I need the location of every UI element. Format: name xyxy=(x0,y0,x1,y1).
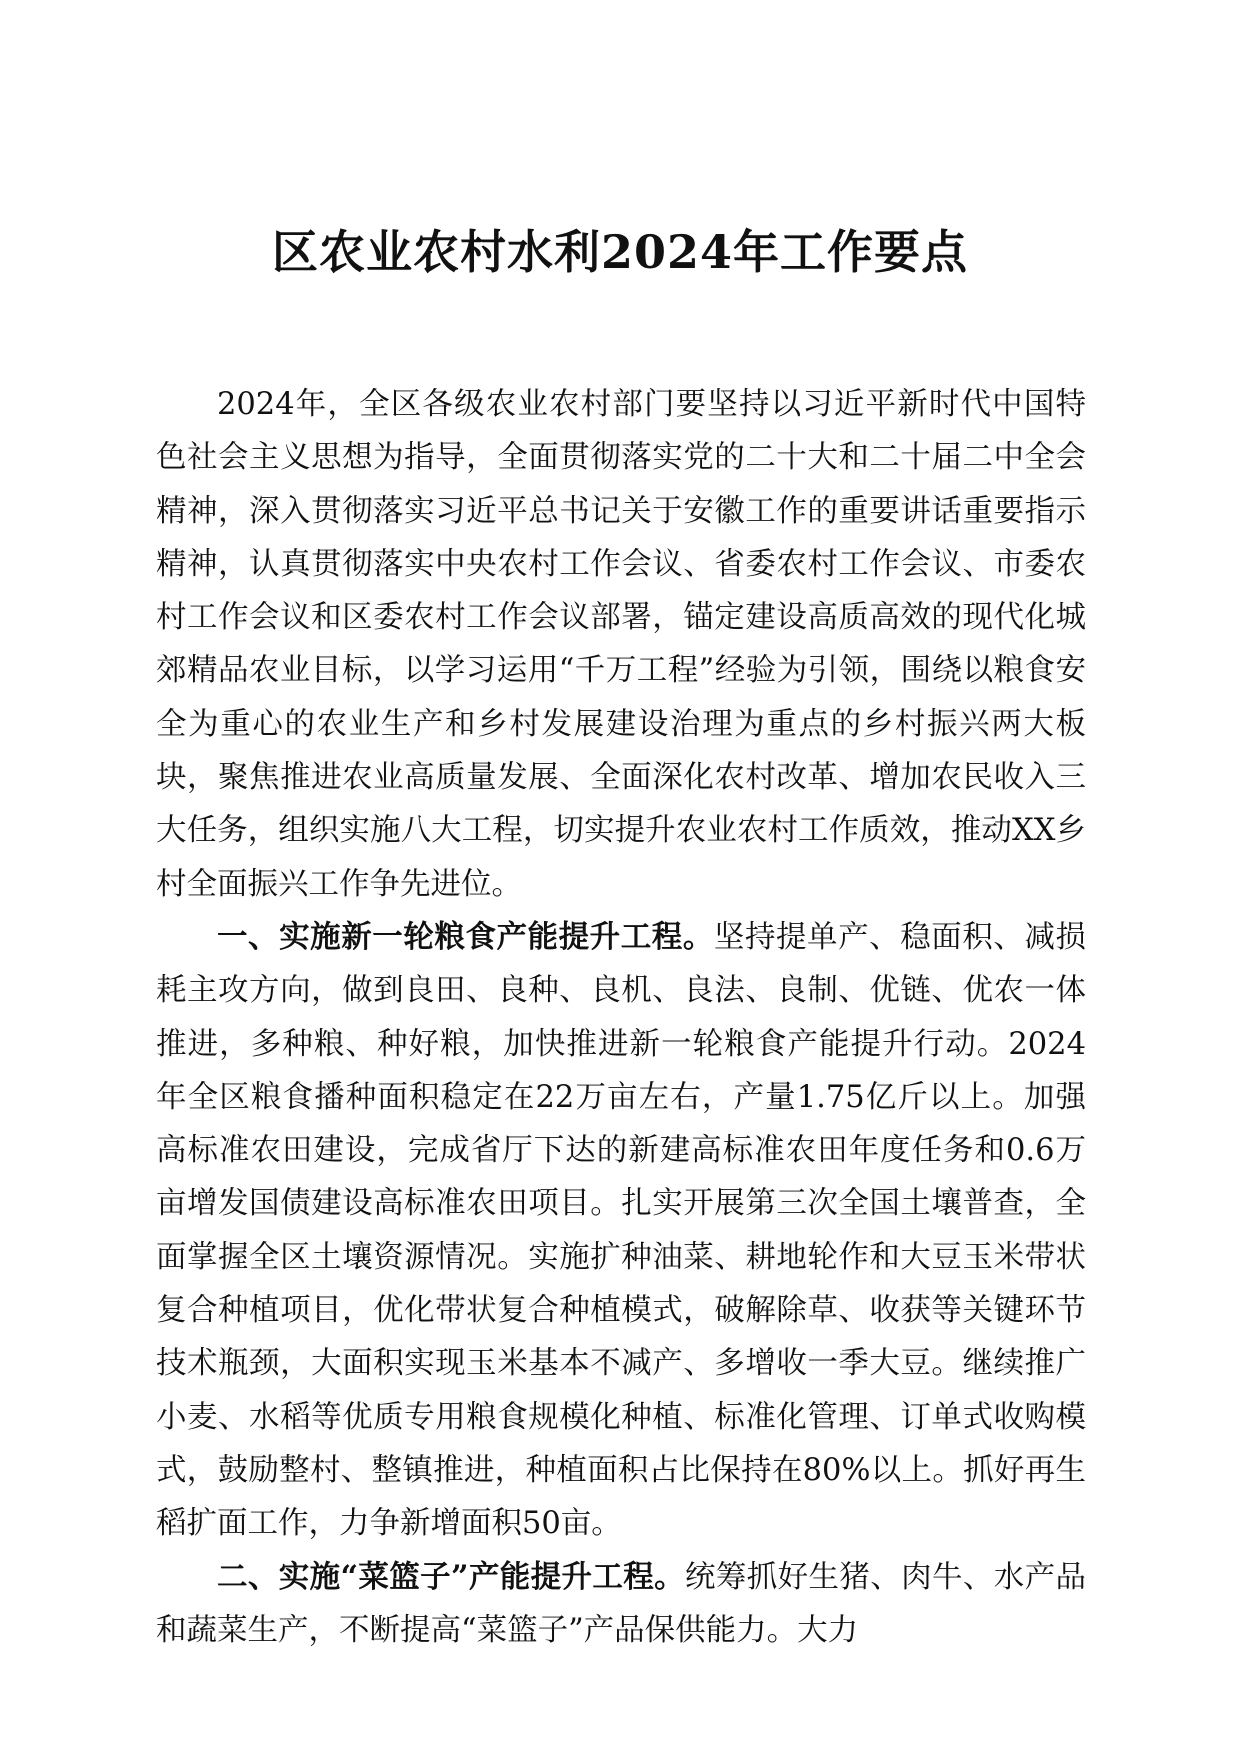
paragraph-text: 坚持提单产、稳面积、减损耗主攻方向，做到良田、良种、良机、良法、良制、优链、优农一体推进，多种粮、种好粮，加快推进新一轮粮食产能提升行动。2024年全区粮食播种面积稳定在22万亩左右，产量1.75亿斤以上。加强高标准农田建设，完成省厅下达的新建高标准农田年度任务和0.6万亩增发国债建设高标准农田项目。扎实开展第三次全国土壤普查，全面掌握全区土壤资源情况。实施扩种油菜、耕地轮作和大豆玉米带状复合种植项目，优化带状复合种植模式，破解除草、收获等关键环节技术瓶颈，大面积实现玉米基本不减产、多增收一季大豆。继续推广小麦、水稻等优质专用粮食规模化种植、标准化管理、订单式收购模式，鼓励整村、整镇推进，种植面积占比保持在80%以上。抓好再生稻扩面工作，力争新增面积50亩。 xyxy=(156,919,1087,1542)
paragraph-section-1 xyxy=(156,911,1086,1551)
section-heading-1: 一、实施新一轮粮食产能提升工程。 xyxy=(217,918,714,955)
paragraph-text: 统筹抓好生猪、肉牛、水产品和蔬菜生产，不断提高“菜篮子”产品保供能力。大力 xyxy=(156,1559,1087,1648)
section-heading-2: 二、实施“菜篮子”产能提升工程。 xyxy=(217,1558,686,1595)
document-title: 区农业农村水利2024年工作要点 xyxy=(271,225,969,279)
paragraph-text: 2024年，全区各级农业农村部门要坚持以习近平新时代中国特色社会主义思想为指导，全面贯彻落实党的二十大和二十届二中全会精神，深入贯彻落实习近平总书记关于安徽工作的重要讲话重要指示精神，认真贯彻落实中央农村工作会议、省委农村工作会议、市委农村工作会议和区委农村工作会议部署，锚定建设高质高效的现代化城郊精品农业目标，以学习运用“千万工程”经验为引领，围绕以粮食安全为重心的农业生产和乡村发展建设治理为重点的乡村振兴两大板块，聚焦推进农业高质量发展、全面深化农村改革、增加农民收入三大任务，组织实施八大工程，切实提升农业农村工作质效，推动XX乡村全面振兴工作争先进位。 xyxy=(156,387,1086,902)
paragraph-intro xyxy=(156,378,1086,911)
paragraph-section-2 xyxy=(156,1551,1086,1658)
document-body xyxy=(156,378,1086,1657)
